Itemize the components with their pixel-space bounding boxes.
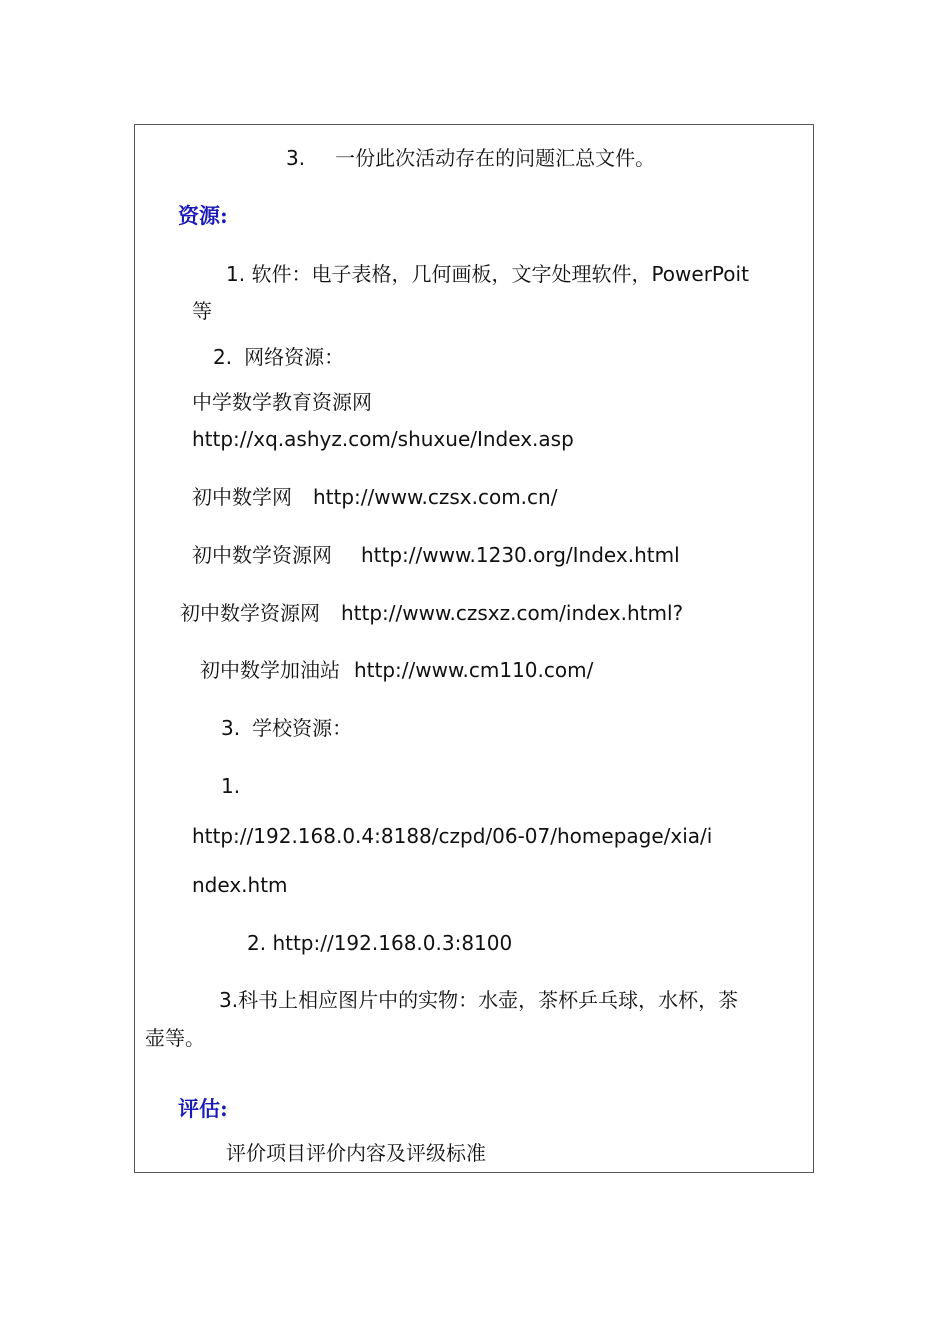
- school-sub3-wrap: 壶等。: [145, 1026, 205, 1050]
- resource-item-school: [221, 716, 352, 740]
- site-name: 初中数学网: [192, 485, 292, 509]
- resource-item-network-number: 2.: [213, 345, 233, 369]
- site-row: [200, 658, 593, 682]
- evaluation-heading: 评估:: [178, 1096, 228, 1121]
- site-row: [192, 485, 557, 509]
- site-row: [180, 601, 683, 625]
- resource-item-network-label: 网络资源：: [244, 345, 345, 369]
- resource-item-software-number: 1.: [226, 262, 252, 286]
- resource-item-school-number: 3.: [221, 716, 241, 740]
- resources-heading: 资源:: [178, 203, 228, 228]
- site-row: [192, 543, 680, 567]
- site-link[interactable]: http://www.1230.org/Index.html: [361, 543, 680, 567]
- resource-item-software-powerpoint: PowerPoit: [651, 262, 749, 286]
- site-name: 初中数学资源网: [180, 601, 320, 625]
- resource-item-software-wrap: 等: [192, 299, 212, 323]
- site-link[interactable]: http://www.czsx.com.cn/: [313, 485, 558, 509]
- site-name: 初中数学资源网: [192, 543, 332, 567]
- evaluation-text: 评价项目评价内容及评级标准: [226, 1141, 486, 1165]
- school-sub3: [219, 988, 738, 1012]
- school-sub2-link[interactable]: 2. http://192.168.0.3:8100: [247, 931, 513, 955]
- resource-item-software-text: 软件：电子表格，几何画板，文字处理软件，: [251, 262, 652, 286]
- school-sub1-number: 1.: [221, 774, 241, 798]
- site-link[interactable]: http://xq.ashyz.com/shuxue/Index.asp: [192, 427, 574, 451]
- school-sub3-number: 3.: [219, 988, 239, 1012]
- site-link[interactable]: http://www.czsxz.com/index.html?: [341, 601, 684, 625]
- school-sub1-link[interactable]: http://192.168.0.4:8188/czpd/06-07/homepage/xia/i: [192, 824, 713, 848]
- resource-item-software: [226, 262, 749, 286]
- site-name: 中学数学教育资源网: [192, 390, 372, 414]
- summary-line: [286, 146, 655, 170]
- school-sub3-text: 科书上相应图片中的实物：水壶，茶杯乒乓球，水杯，茶: [238, 988, 739, 1012]
- school-sub1-link-wrap[interactable]: ndex.htm: [192, 873, 288, 897]
- summary-text: 一份此次活动存在的问题汇总文件。: [335, 146, 656, 170]
- summary-number: 3.: [286, 146, 306, 170]
- resource-item-network: [213, 345, 344, 369]
- resource-item-school-label: 学校资源：: [252, 716, 353, 740]
- site-name: 初中数学加油站: [200, 658, 340, 682]
- site-link[interactable]: http://www.cm110.com/: [354, 658, 594, 682]
